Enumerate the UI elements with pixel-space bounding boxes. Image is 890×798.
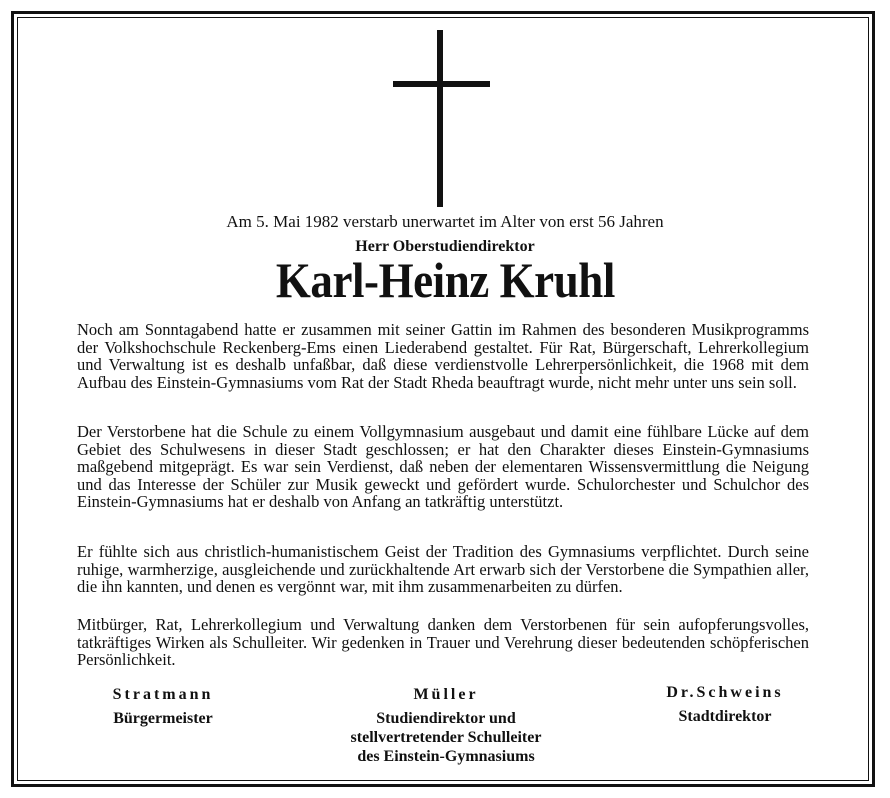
- signature-deputy-head: [320, 686, 572, 766]
- signatory-title: stellvertretender Schulleiter: [350, 729, 542, 746]
- paragraph-4: Mitbürger, Rat, Lehrerkollegium und Verwaltung danken dem Verstorbenen für sein aufopferungsvolles, tatkräftiges Wirken als Schulleiter. Wir gedenken in Trauer und Verehrung dieser bedeutenden schöpferischen Persönlichkeit.: [77, 615, 809, 670]
- paragraph-1: Noch am Sonntagabend hatte er zusammen mit seiner Gattin im Rahmen des besonderen Musikprogramms der Volkshochschule Reckenberg-Ems einen Liederabend gestaltet. Für Rat, Bürgerschaft, Lehrerkollegium und Verwaltung ist es deshalb unfaßbar, daß diese verdienstvolle Lehrerpersönlichkeit, die 1968 mit dem Aufbau des Einstein-Gymnasiums vom Rat der Stadt Rheda beauftragt wurde, nicht mehr unter uns sein soll.: [77, 320, 809, 392]
- signatory-name: Dr.Schweins: [666, 684, 784, 701]
- signature-city-director: [640, 684, 810, 726]
- paragraph-2: Der Verstorbene hat die Schule zu einem Vollgymnasium ausgebaut und damit eine fühlbare Lücke auf dem Gebiet des Schulwesens in dieser Stadt geschlossen; er hat den Charakter dieses Einstein-Gymnasiums maßgebend mitgeprägt. Es war sein Verdienst, daß neben der elementaren Wissensvermittlung die Neigung und das Interesse der Schüler zur Musik geweckt und gefördert wurde. Schulorchester und Schulchor des Einstein-Gymnasiums hat er deshalb von Anfang an tatkräftig unterstützt.: [77, 422, 809, 512]
- signature-mayor: [88, 686, 238, 728]
- deceased-name: Karl-Heinz Kruhl: [275, 252, 615, 308]
- signatory-title: Stadtdirektor: [678, 708, 772, 725]
- signatory-name: Müller: [413, 686, 479, 703]
- paragraph-3: Er fühlte sich aus christlich-humanistischem Geist der Tradition des Gymnasiums verpflichtet. Durch seine ruhige, warmherzige, ausgleichende und zurückhaltende Art erwarb sich der Verstorbene die Sympathien aller, die ihn kannten, und denen es vergönnt war, mit ihm zusammenarbeiten zu dürfen.: [77, 542, 809, 597]
- signatory-name: Stratmann: [112, 686, 214, 703]
- signatory-title: Studiendirektor und: [376, 710, 516, 727]
- deceased-rank: Herr Oberstudiendirektor: [355, 238, 535, 255]
- signatory-title: des Einstein-Gymnasiums: [357, 748, 535, 765]
- signatory-title: Bürgermeister: [113, 710, 213, 727]
- cross-vertical-bar: [437, 30, 443, 207]
- death-announcement-line: Am 5. Mai 1982 verstarb unerwartet im Alter von erst 56 Jahren: [226, 212, 664, 231]
- cross-horizontal-bar: [393, 81, 490, 87]
